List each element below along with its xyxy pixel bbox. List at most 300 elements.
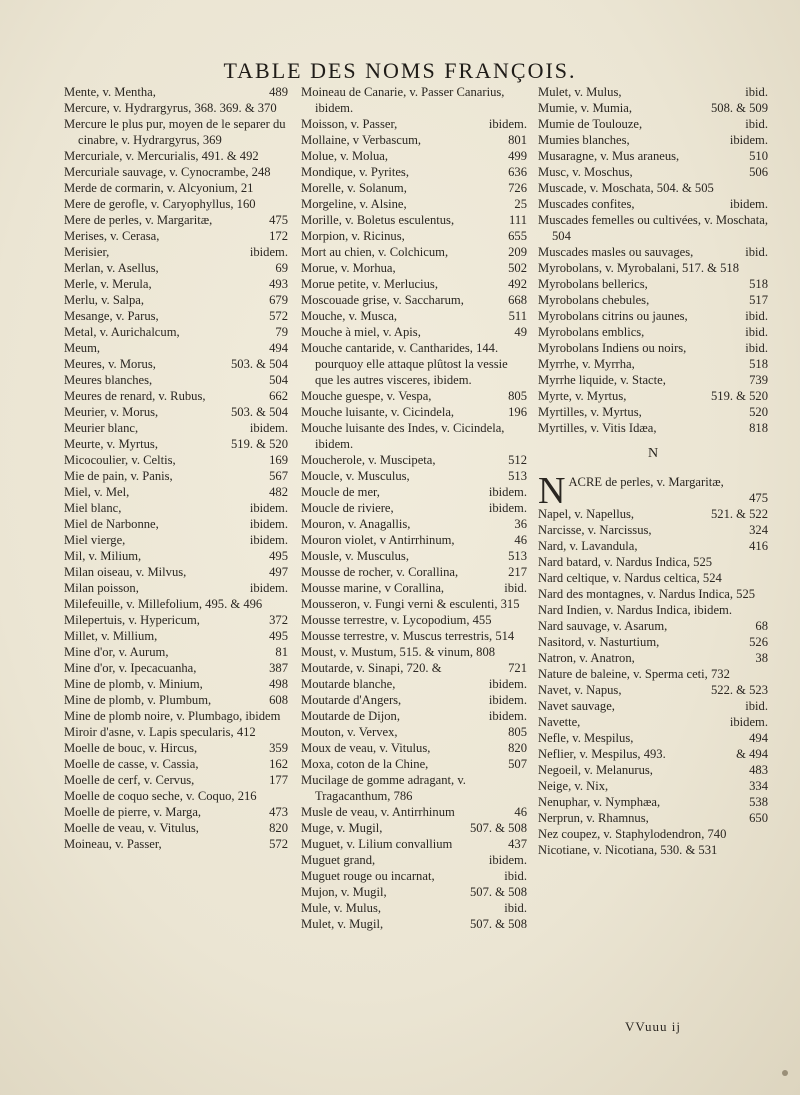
index-entry: Nard celtique, v. Nardus celtica, 524 xyxy=(538,571,722,585)
index-entry xyxy=(301,836,527,852)
entry-page: 482 xyxy=(269,485,288,499)
entry-term: Mouche luisante, v. Cicindela, xyxy=(301,405,455,419)
entry-term: Meum, xyxy=(64,341,101,355)
entry-term: Muguet, v. Lilium convallium xyxy=(301,837,453,851)
index-entry: Merde de cormarin, v. Alcyonium, 21 xyxy=(64,181,254,195)
index-entry xyxy=(64,276,288,292)
index-entry: Nard Indien, v. Nardus Indica, ibidem. xyxy=(538,603,732,617)
entry-term: Mine d'or, v. Ipecacuanha, xyxy=(64,661,197,675)
entry-term: Milepertuis, v. Hypericum, xyxy=(64,613,200,627)
entry-page: 636 xyxy=(508,165,527,179)
index-entry xyxy=(64,436,288,452)
entry-page: ibid. xyxy=(745,699,768,713)
entry-page: 518 xyxy=(749,277,768,291)
column-1 xyxy=(64,84,288,852)
entry-page: ibidem. xyxy=(488,677,527,691)
index-entry xyxy=(64,324,288,340)
index-entry xyxy=(64,516,288,532)
entry-term: Milan oiseau, v. Milvus, xyxy=(64,565,187,579)
entry-term: Moscouade grise, v. Saccharum, xyxy=(301,293,464,307)
entry-page: 662 xyxy=(269,389,288,403)
entry-page: 36 xyxy=(514,517,527,531)
entry-page: 679 xyxy=(269,293,288,307)
index-entry: Moineau de Canarie, v. Passer Canarius, ibidem. xyxy=(301,85,505,115)
index-entry xyxy=(64,420,288,436)
entry-page: ibidem. xyxy=(249,421,288,435)
entry-page: ibidem. xyxy=(729,715,768,729)
index-entry xyxy=(64,692,288,708)
entry-page: ibid. xyxy=(745,325,768,339)
entry-page: 217 xyxy=(508,565,527,579)
entry-term: Mine de plomb, v. Plumbum, xyxy=(64,693,212,707)
index-entry xyxy=(538,650,768,666)
entry-term: Morille, v. Boletus esculentus, xyxy=(301,213,455,227)
entry-page: ibidem. xyxy=(729,133,768,147)
entry-page: 502 xyxy=(508,261,527,275)
entry-term: Moutarde d'Angers, xyxy=(301,693,402,707)
index-entry xyxy=(538,506,768,522)
entry-term: Nenuphar, v. Nymphæa, xyxy=(538,795,661,809)
entry-term: Moelle de cerf, v. Cervus, xyxy=(64,773,195,787)
index-entry xyxy=(64,372,288,388)
index-entry xyxy=(301,708,527,724)
entry-page: 668 xyxy=(508,293,527,307)
entry-page: 68 xyxy=(755,619,768,633)
index-entry xyxy=(64,308,288,324)
index-entry xyxy=(538,84,768,100)
entry-term: Muscades masles ou sauvages, xyxy=(538,245,694,259)
entry-term: Navet sauvage, xyxy=(538,699,615,713)
index-entry xyxy=(301,564,527,580)
index-entry xyxy=(538,372,768,388)
entry-term: Merises, v. Cerasa, xyxy=(64,229,160,243)
entry-term: Moucherole, v. Muscipeta, xyxy=(301,453,436,467)
index-entry xyxy=(64,260,288,276)
entry-page: ibidem. xyxy=(488,853,527,867)
index-entry xyxy=(64,292,288,308)
index-entry: Mercuriale, v. Mercurialis, 491. & 492 xyxy=(64,149,259,163)
entry-term: Mie de pain, v. Panis, xyxy=(64,469,173,483)
entry-term: Mine de plomb, v. Minium, xyxy=(64,677,203,691)
entry-term: Navette, xyxy=(538,715,581,729)
entry-page: 508. & 509 xyxy=(710,101,768,115)
index-entry: Mouche cantaride, v. Cantharides, 144. pourquoy elle attaque plûtost la vessie que les autres visceres, ibidem. xyxy=(301,341,508,387)
entry-term: Mouton, v. Vervex, xyxy=(301,725,398,739)
entry-page: 805 xyxy=(508,725,527,739)
entry-term: Myrte, v. Myrtus, xyxy=(538,389,627,403)
index-entry xyxy=(538,730,768,746)
entry-term: Mousse de rocher, v. Corallina, xyxy=(301,565,459,579)
index-entry: Mercuriale sauvage, v. Cynocrambe, 248 xyxy=(64,165,271,179)
entry-term: Metal, v. Aurichalcum, xyxy=(64,325,180,339)
index-entry xyxy=(538,100,768,116)
entry-page: ibid. xyxy=(745,309,768,323)
entry-page: 608 xyxy=(269,693,288,707)
index-entry: Myrobolans, v. Myrobalani, 517. & 518 xyxy=(538,261,740,275)
index-entry xyxy=(301,180,527,196)
entry-term: Mesange, v. Parus, xyxy=(64,309,159,323)
index-entry xyxy=(538,522,768,538)
entry-term: Micocoulier, v. Celtis, xyxy=(64,453,176,467)
entry-page: 511 xyxy=(508,309,527,323)
entry-term: Mollaine, v Verbascum, xyxy=(301,133,422,147)
entry-term: Miel blanc, xyxy=(64,501,122,515)
index-entry xyxy=(64,628,288,644)
entry-term: Neige, v. Nix, xyxy=(538,779,609,793)
entry-page: 495 xyxy=(269,629,288,643)
entry-term: Nerprun, v. Rhamnus, xyxy=(538,811,649,825)
entry-term: Myrtilles, v. Myrtus, xyxy=(538,405,642,419)
entry-page: 46 xyxy=(514,805,527,819)
index-entry: Mine de plomb noire, v. Plumbago, ibidem xyxy=(64,709,281,723)
entry-page: ibidem. xyxy=(729,197,768,211)
entry-term: Napel, v. Napellus, xyxy=(538,507,635,521)
entry-term: Merle, v. Merula, xyxy=(64,277,152,291)
index-entry xyxy=(301,212,527,228)
entry-page: 519. & 520 xyxy=(230,437,288,451)
index-entry xyxy=(301,388,527,404)
entry-page: 572 xyxy=(269,309,288,323)
index-entry xyxy=(538,538,768,554)
entry-page: 721 xyxy=(508,661,527,675)
entry-term: Mumies blanches, xyxy=(538,133,630,147)
entry-page: 49 xyxy=(514,325,527,339)
entry-term: Mouche, v. Musca, xyxy=(301,309,398,323)
index-entry: Muscades femelles ou cultivées, v. Moschata, 504 xyxy=(538,213,769,243)
entry-term: Mumie, v. Mumia, xyxy=(538,101,632,115)
entry-term: Mousle, v. Musculus, xyxy=(301,549,409,563)
index-entry xyxy=(301,228,527,244)
section-letter-n: N xyxy=(647,446,659,461)
entry-page: 513 xyxy=(508,549,527,563)
index-entry xyxy=(64,772,288,788)
column-3-entries-n xyxy=(538,506,768,858)
index-entry xyxy=(538,324,768,340)
index-entry xyxy=(538,356,768,372)
entry-term: Narcisse, v. Narcissus, xyxy=(538,523,652,537)
entry-term: Mine d'or, v. Aurum, xyxy=(64,645,169,659)
entry-term: Miel de Narbonne, xyxy=(64,517,159,531)
index-entry xyxy=(64,484,288,500)
index-entry xyxy=(301,692,527,708)
index-entry xyxy=(64,676,288,692)
index-entry xyxy=(301,260,527,276)
entry-term: Moxa, coton de la Chine, xyxy=(301,757,429,771)
entry-page: 503. & 504 xyxy=(230,357,288,371)
entry-page: 372 xyxy=(269,613,288,627)
index-entry xyxy=(64,212,288,228)
entry-term: Musaragne, v. Mus araneus, xyxy=(538,149,680,163)
entry-term: Mouron violet, v Antirrhinum, xyxy=(301,533,455,547)
entry-term: Mulet, v. Mugil, xyxy=(301,917,384,931)
index-entry xyxy=(538,794,768,810)
index-entry xyxy=(301,148,527,164)
entry-page: 801 xyxy=(508,133,527,147)
index-entry xyxy=(64,228,288,244)
column-2 xyxy=(301,84,527,932)
entry-term: Myrtilles, v. Vitis Idæa, xyxy=(538,421,657,435)
index-entry xyxy=(538,132,768,148)
entry-term: Moutarde de Dijon, xyxy=(301,709,400,723)
entry-page: 489 xyxy=(269,85,288,99)
entry-term: Miel, v. Mel, xyxy=(64,485,130,499)
index-entry: Moust, v. Mustum, 515. & vinum, 808 xyxy=(301,645,496,659)
entry-page: 162 xyxy=(269,757,288,771)
entry-term: Nard, v. Lavandula, xyxy=(538,539,638,553)
entry-term: Mere de perles, v. Margaritæ, xyxy=(64,213,213,227)
index-entry xyxy=(64,804,288,820)
index-entry xyxy=(301,468,527,484)
entry-page: ibid. xyxy=(745,85,768,99)
index-entry: Nez coupez, v. Staphylodendron, 740 xyxy=(538,827,727,841)
index-entry xyxy=(301,740,527,756)
signature-mark: VVuuu ij xyxy=(625,1019,681,1034)
entry-page: 81 xyxy=(275,645,288,659)
entry-term: Moisson, v. Passer, xyxy=(301,117,398,131)
entry-page: 820 xyxy=(508,741,527,755)
index-entry: Nature de baleine, v. Sperma ceti, 732 xyxy=(538,667,730,681)
entry-term: Morelle, v. Solanum, xyxy=(301,181,407,195)
entry-term: Merisier, xyxy=(64,245,110,259)
index-entry xyxy=(64,836,288,852)
entry-page: ibidem. xyxy=(488,501,527,515)
entry-term: Moucle de riviere, xyxy=(301,501,394,515)
index-entry xyxy=(64,756,288,772)
entry-term: Merlu, v. Salpa, xyxy=(64,293,144,307)
entry-term: Morpion, v. Ricinus, xyxy=(301,229,405,243)
entry-term: Moutarde, v. Sinapi, 720. & xyxy=(301,661,442,675)
index-entry: Moelle de coquo seche, v. Coquo, 216 xyxy=(64,789,257,803)
entry-page: 209 xyxy=(508,245,527,259)
index-entry xyxy=(301,676,527,692)
index-entry xyxy=(301,820,527,836)
index-entry xyxy=(301,516,527,532)
index-entry xyxy=(301,324,527,340)
entry-page: 25 xyxy=(514,197,527,211)
entry-page: 497 xyxy=(269,565,288,579)
index-entry xyxy=(538,746,768,762)
index-entry xyxy=(301,724,527,740)
entry-page: 503. & 504 xyxy=(230,405,288,419)
index-entry xyxy=(64,500,288,516)
index-entry xyxy=(64,820,288,836)
entry-page: 572 xyxy=(269,837,288,851)
index-entry xyxy=(301,292,527,308)
entry-term: Mente, v. Mentha, xyxy=(64,85,156,99)
entry-page: 169 xyxy=(269,453,288,467)
index-entry xyxy=(538,420,768,436)
column-3-entries-m xyxy=(538,84,768,436)
index-entry xyxy=(301,276,527,292)
entry-term: Moelle de pierre, v. Marga, xyxy=(64,805,202,819)
index-entry xyxy=(301,164,527,180)
entry-page: 805 xyxy=(508,389,527,403)
entry-term: Myrobolans emblics, xyxy=(538,325,645,339)
index-entry: Mousse terrestre, v. Lycopodium, 455 xyxy=(301,613,492,627)
entry-term: Mulet, v. Mulus, xyxy=(538,85,622,99)
entry-page: & 494 xyxy=(736,747,768,761)
entry-term: Millet, v. Millium, xyxy=(64,629,158,643)
index-entry: Muscade, v. Moschata, 504. & 505 xyxy=(538,181,714,195)
index-entry: Mouche luisante des Indes, v. Cicindela, ibidem. xyxy=(301,421,505,451)
index-entry xyxy=(301,868,527,884)
index-entry: Miroir d'asne, v. Lapis specularis, 412 xyxy=(64,725,256,739)
index-entry xyxy=(64,644,288,660)
entry-term: Myrobolans bellerics, xyxy=(538,277,648,291)
index-entry: Mercure, v. Hydrargyrus, 368. 369. & 370 xyxy=(64,101,277,115)
entry-page: 494 xyxy=(269,341,288,355)
index-entry xyxy=(301,548,527,564)
index-entry xyxy=(64,356,288,372)
index-entry xyxy=(538,164,768,180)
entry-page: 507 xyxy=(508,757,527,771)
index-entry xyxy=(538,634,768,650)
index-entry xyxy=(301,244,527,260)
entry-page: 522. & 523 xyxy=(710,683,768,697)
index-entry: Mousse terrestre, v. Muscus terrestris, 514 xyxy=(301,629,515,643)
index-entry xyxy=(538,698,768,714)
index-entry xyxy=(301,804,527,820)
entry-term: Musle de veau, v. Antirrhinum xyxy=(301,805,455,819)
entry-page: ibidem. xyxy=(488,117,527,131)
index-entry: Nard des montagnes, v. Nardus Indica, 525 xyxy=(538,587,756,601)
index-entry: Mucilage de gomme adragant, v. Tragacanthum, 786 xyxy=(301,773,466,803)
index-entry xyxy=(64,244,288,260)
entry-page: 177 xyxy=(269,773,288,787)
entry-page: 493 xyxy=(269,277,288,291)
entry-page: 334 xyxy=(749,779,768,793)
entry-term: Meurier, v. Morus, xyxy=(64,405,159,419)
entry-page: 507. & 508 xyxy=(469,917,527,931)
entry-term: Mort au chien, v. Colchicum, xyxy=(301,245,449,259)
entry-page: 473 xyxy=(269,805,288,819)
entry-page: 504 xyxy=(269,373,288,387)
index-entry xyxy=(301,500,527,516)
entry-term: Mule, v. Mulus, xyxy=(301,901,381,915)
entry-page: 510 xyxy=(749,149,768,163)
index-entry xyxy=(538,778,768,794)
paper-spot xyxy=(782,1070,788,1076)
entry-term: Moucle, v. Musculus, xyxy=(301,469,410,483)
index-entry: Milefeuille, v. Millefolium, 495. & 496 xyxy=(64,597,263,611)
entry-page: 172 xyxy=(269,229,288,243)
entry-page: ibid. xyxy=(745,341,768,355)
column-3 xyxy=(538,84,768,858)
entry-page: 46 xyxy=(514,533,527,547)
entry-page: 513 xyxy=(508,469,527,483)
entry-term: Morgeline, v. Alsine, xyxy=(301,197,407,211)
index-entry: Mousseron, v. Fungi verni & esculenti, 315 xyxy=(301,597,520,611)
entry-term: Mouche guespe, v. Vespa, xyxy=(301,389,432,403)
entry-term: Neflier, v. Mespilus, 493. xyxy=(538,747,666,761)
entry-term: Myrrhe, v. Myrrha, xyxy=(538,357,635,371)
index-entry xyxy=(538,148,768,164)
index-entry xyxy=(64,468,288,484)
entry-term: Milan poisson, xyxy=(64,581,139,595)
entry-term: Mujon, v. Mugil, xyxy=(301,885,387,899)
index-entry: Mere de gerofle, v. Caryophyllus, 160 xyxy=(64,197,256,211)
entry-term: Mumie de Toulouze, xyxy=(538,117,643,131)
entry-page: 475 xyxy=(269,213,288,227)
index-entry xyxy=(538,340,768,356)
index-entry xyxy=(301,196,527,212)
index-entry: Mercure le plus pur, moyen de le separer du cinabre, v. Hydrargyrus, 369 xyxy=(64,117,286,147)
entry-term: Meurier blanc, xyxy=(64,421,139,435)
entry-page: 475 xyxy=(749,491,768,505)
index-entry: Nicotiane, v. Nicotiana, 530. & 531 xyxy=(538,843,718,857)
entry-page: 520 xyxy=(749,405,768,419)
index-entry xyxy=(64,580,288,596)
entry-page: 726 xyxy=(508,181,527,195)
index-entry xyxy=(538,388,768,404)
entry-term: Nard sauvage, v. Asarum, xyxy=(538,619,668,633)
entry-term: Moelle de casse, v. Cassia, xyxy=(64,757,199,771)
entry-term: Morue petite, v. Merlucius, xyxy=(301,277,438,291)
entry-term: Miel vierge, xyxy=(64,533,126,547)
entry-page: 507. & 508 xyxy=(469,821,527,835)
entry-term: Mouron, v. Anagallis, xyxy=(301,517,411,531)
entry-term: Moux de veau, v. Vitulus, xyxy=(301,741,431,755)
entry-term: Moucle de mer, xyxy=(301,485,380,499)
entry-page: 416 xyxy=(749,539,768,553)
entry-page: 820 xyxy=(269,821,288,835)
index-entry xyxy=(64,612,288,628)
entry-page: 387 xyxy=(269,661,288,675)
entry-page: 567 xyxy=(269,469,288,483)
entry-page: ibidem. xyxy=(249,517,288,531)
index-entry xyxy=(538,308,768,324)
entry-term: Natron, v. Anatron, xyxy=(538,651,635,665)
entry-term: Moelle de veau, v. Vitulus, xyxy=(64,821,199,835)
index-entry xyxy=(301,756,527,772)
index-entry xyxy=(538,404,768,420)
index-entry xyxy=(64,660,288,676)
index-entry xyxy=(538,276,768,292)
entry-term: Moineau, v. Passer, xyxy=(64,837,162,851)
index-entry xyxy=(301,884,527,900)
entry-page: ibidem. xyxy=(249,501,288,515)
entry-page: 526 xyxy=(749,635,768,649)
entry-page: 324 xyxy=(749,523,768,537)
index-entry xyxy=(301,404,527,420)
entry-term: Meurte, v. Myrtus, xyxy=(64,437,158,451)
entry-page: 519. & 520 xyxy=(710,389,768,403)
entry-term: Myrobolans Indiens ou noirs, xyxy=(538,341,687,355)
index-entry xyxy=(301,452,527,468)
entry-term: Muscades confites, xyxy=(538,197,635,211)
index-entry xyxy=(538,762,768,778)
index-entry xyxy=(64,340,288,356)
entry-page: ibidem. xyxy=(249,245,288,259)
entry-page: 79 xyxy=(275,325,288,339)
index-entry xyxy=(301,484,527,500)
entry-term: Muguet rouge ou incarnat, xyxy=(301,869,435,883)
entry-page: 498 xyxy=(269,677,288,691)
entry-term: Mousse marine, v Corallina, xyxy=(301,581,445,595)
index-entry xyxy=(64,84,288,100)
index-entry xyxy=(301,532,527,548)
index-entry xyxy=(64,452,288,468)
entry-page: 512 xyxy=(508,453,527,467)
index-entry xyxy=(538,244,768,260)
entry-term: Negoeil, v. Melanurus, xyxy=(538,763,653,777)
entry-page: ibidem. xyxy=(249,581,288,595)
entry-text: ACRE de perles, v. Margaritæ, xyxy=(568,475,724,489)
entry-page: 495 xyxy=(269,549,288,563)
entry-page: 506 xyxy=(749,165,768,179)
entry-page: ibid. xyxy=(504,581,527,595)
entry-page: ibid. xyxy=(745,117,768,131)
